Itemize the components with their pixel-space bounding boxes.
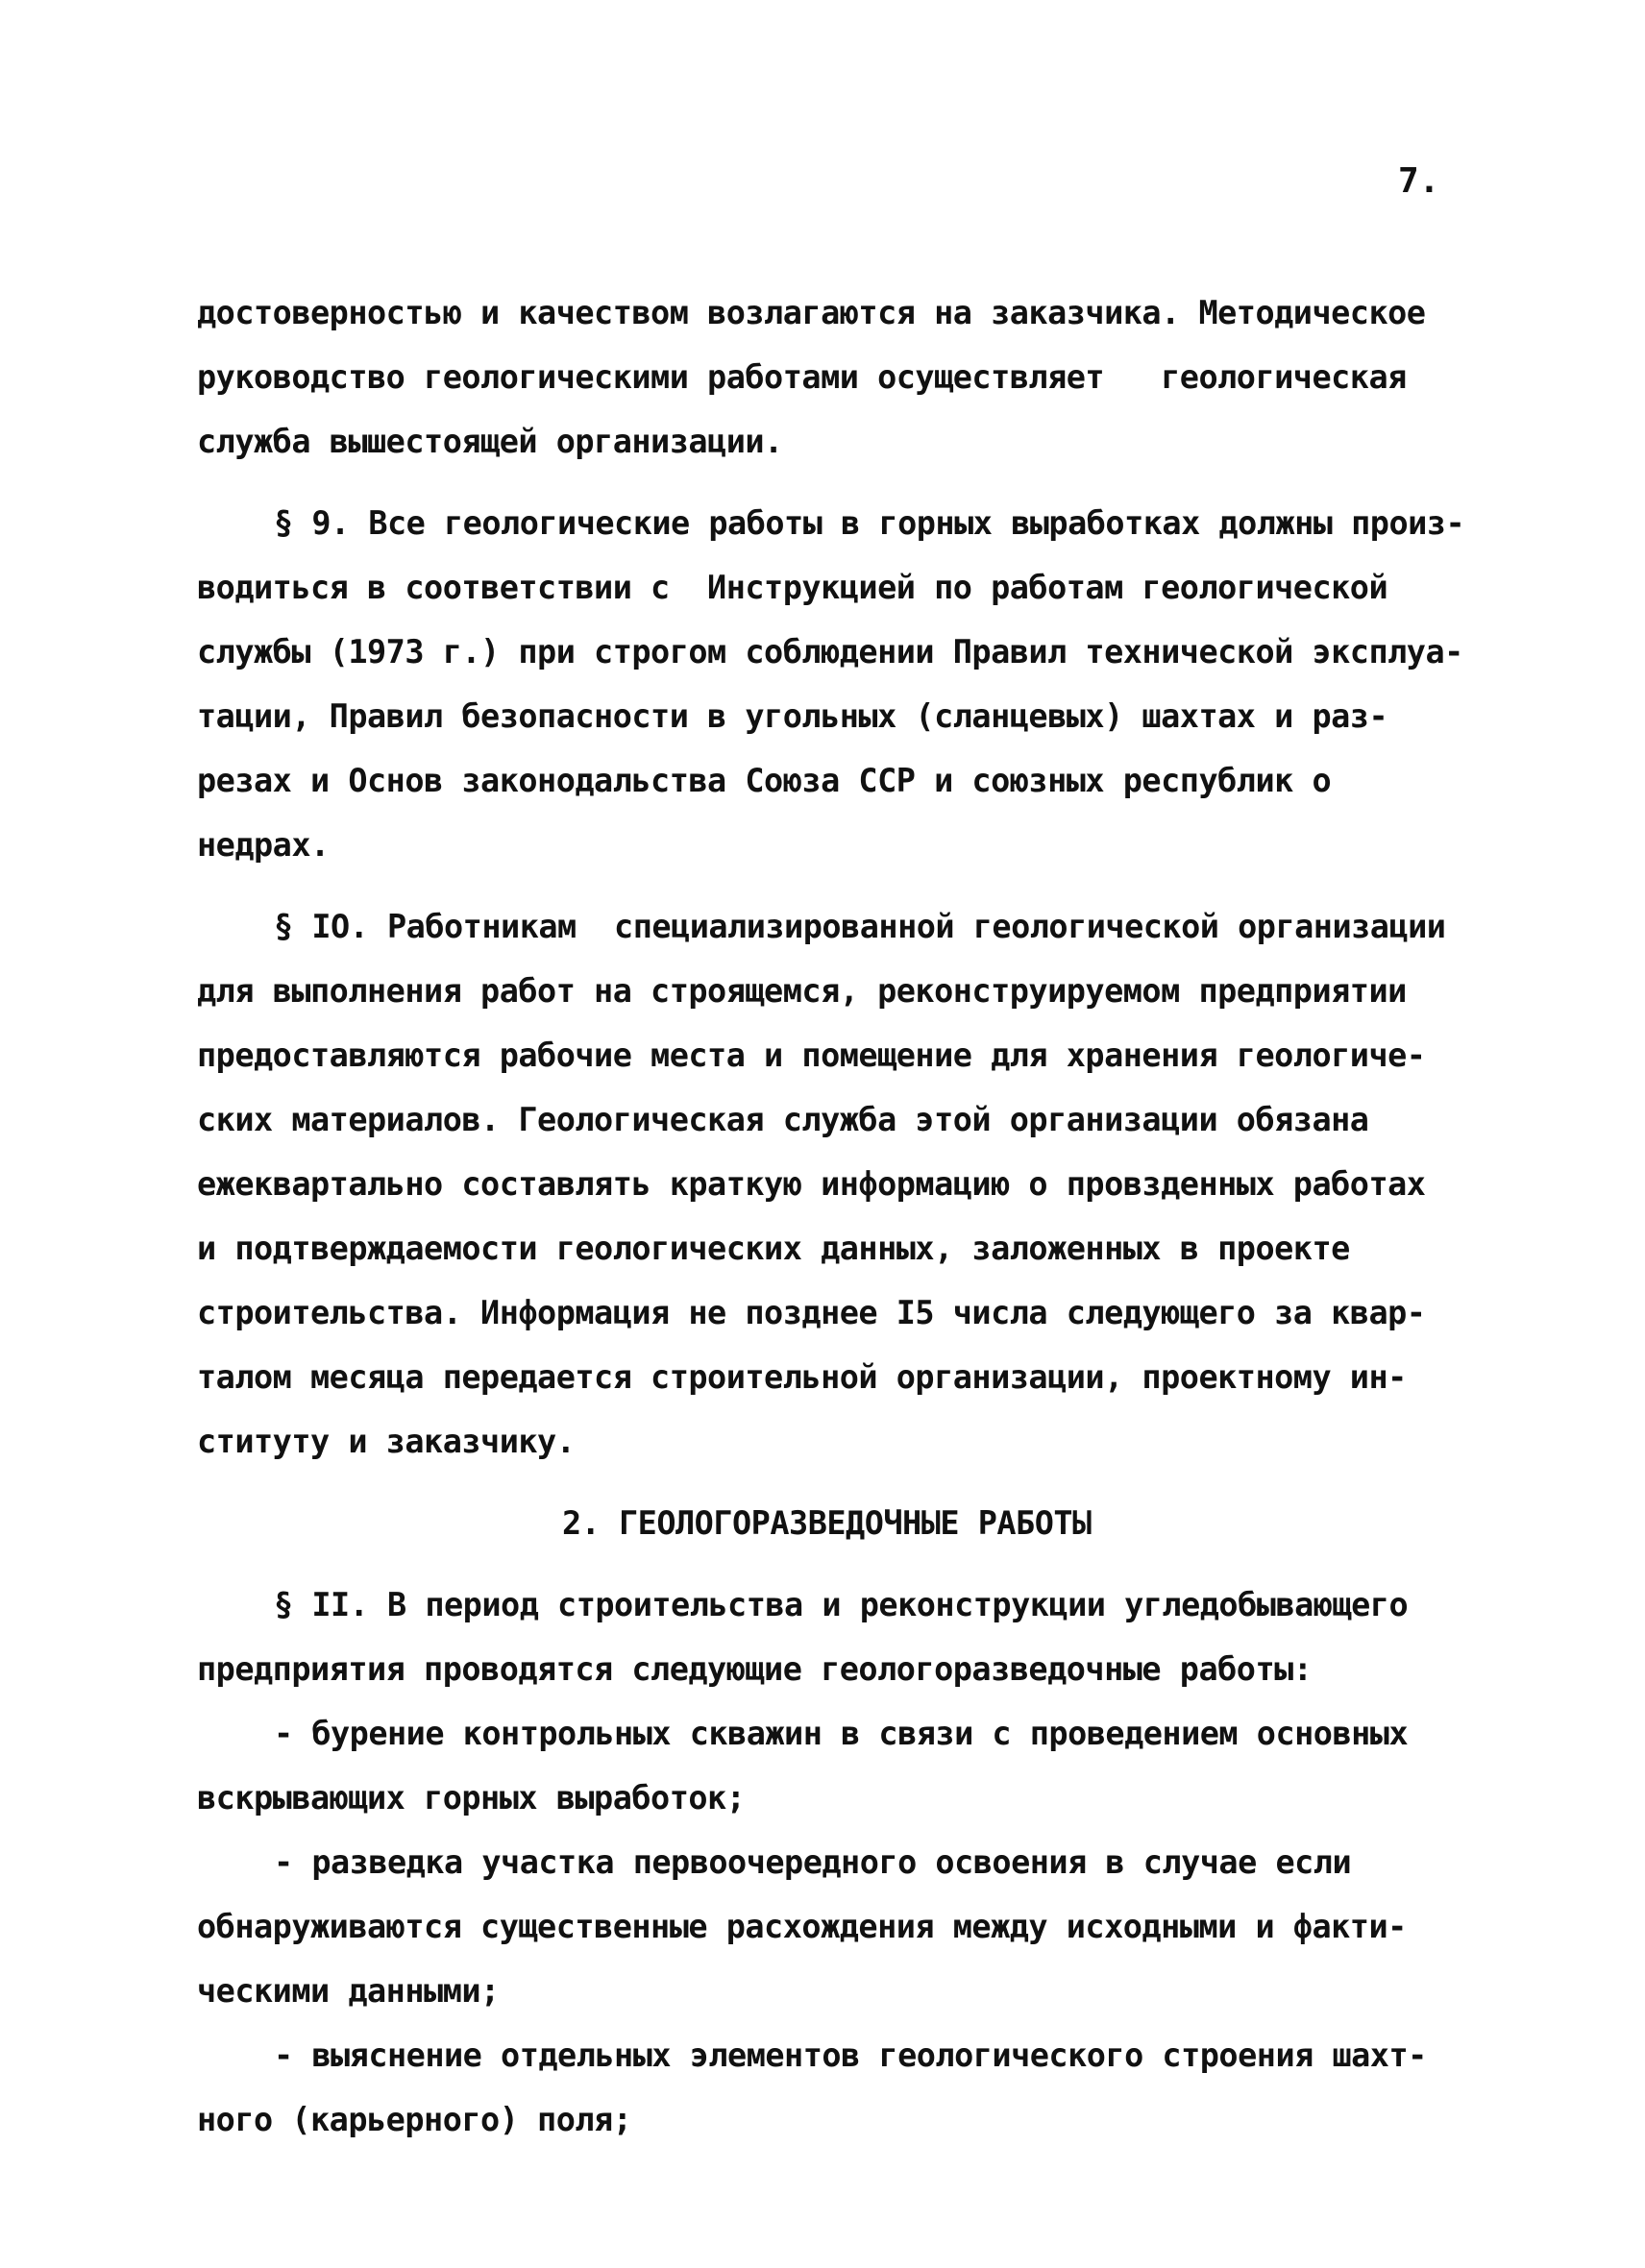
list-item-line: ческими данными; (197, 1972, 500, 2010)
paragraph-line: достоверностью и качеством возлагаются на заказчика. Методическое (197, 294, 1426, 331)
paragraph-line: для выполнения работ на строящемся, реконструируемом предприятии (197, 972, 1407, 1010)
paragraph-line: водиться в соответствии с Инструкцией по работам геологической (197, 569, 1388, 606)
list-item-line: вскрывающих горных выработок; (197, 1779, 746, 1817)
section-heading: 2. ГЕОЛОГОРАЗВЕДОЧНЫЕ РАБОТЫ (562, 1504, 1092, 1542)
list-item-line: - бурение контрольных скважин в связи с проведением основных (274, 1715, 1409, 1752)
paragraph-line: § II. В период строительства и реконструкции угледобывающего (274, 1586, 1409, 1623)
list-item-line: - выяснение отдельных элементов геологического строения шахт- (274, 2036, 1427, 2074)
paragraph-line: резах и Основ законодальства Союза ССР и союзных республик о (197, 762, 1332, 799)
paragraph-line: ежеквартально составлять краткую информацию о провзденных работах (197, 1165, 1426, 1203)
list-item-line: - разведка участка первоочередного освоения в случае если (274, 1843, 1352, 1881)
page-number: 7. (1398, 161, 1440, 201)
paragraph-line: и подтверждаемости геологических данных, заложенных в проекте (197, 1230, 1350, 1267)
paragraph-line: строительства. Информация не позднее I5 числа следующего за квар- (197, 1294, 1426, 1331)
paragraph-line: талом месяца передается строительной организации, проектному ин- (197, 1358, 1407, 1396)
paragraph-line: руководство геологическими работами осуществляет геологическая (197, 358, 1407, 396)
paragraph-line: службы (1973 г.) при строгом соблюдении Правил технической эксплуа- (197, 633, 1463, 671)
paragraph-line: § 9. Все геологические работы в горных выработках должны произ- (274, 504, 1465, 542)
document-body (197, 280, 1489, 2152)
paragraph-line: предприятия проводятся следующие геологоразведочные работы: (197, 1650, 1313, 1688)
paragraph-line: предоставляются рабочие места и помещение для хранения геологиче- (197, 1036, 1426, 1074)
list-item-line: ного (карьерного) поля; (197, 2101, 632, 2138)
paragraph-line: тации, Правил безопасности в угольных (сланцевых) шахтах и раз- (197, 697, 1388, 735)
paragraph-line: ституту и заказчику. (197, 1423, 576, 1460)
paragraph-line: § IO. Работникам специализированной геологической организации (274, 908, 1446, 945)
paragraph-line: ских материалов. Геологическая служба этой организации обязана (197, 1101, 1369, 1138)
list-item-line: обнаруживаются существенные расхождения между исходными и факти- (197, 1908, 1407, 1945)
paragraph-line: служба вышестоящей организации. (197, 423, 783, 460)
paragraph-line: недрах. (197, 826, 330, 864)
